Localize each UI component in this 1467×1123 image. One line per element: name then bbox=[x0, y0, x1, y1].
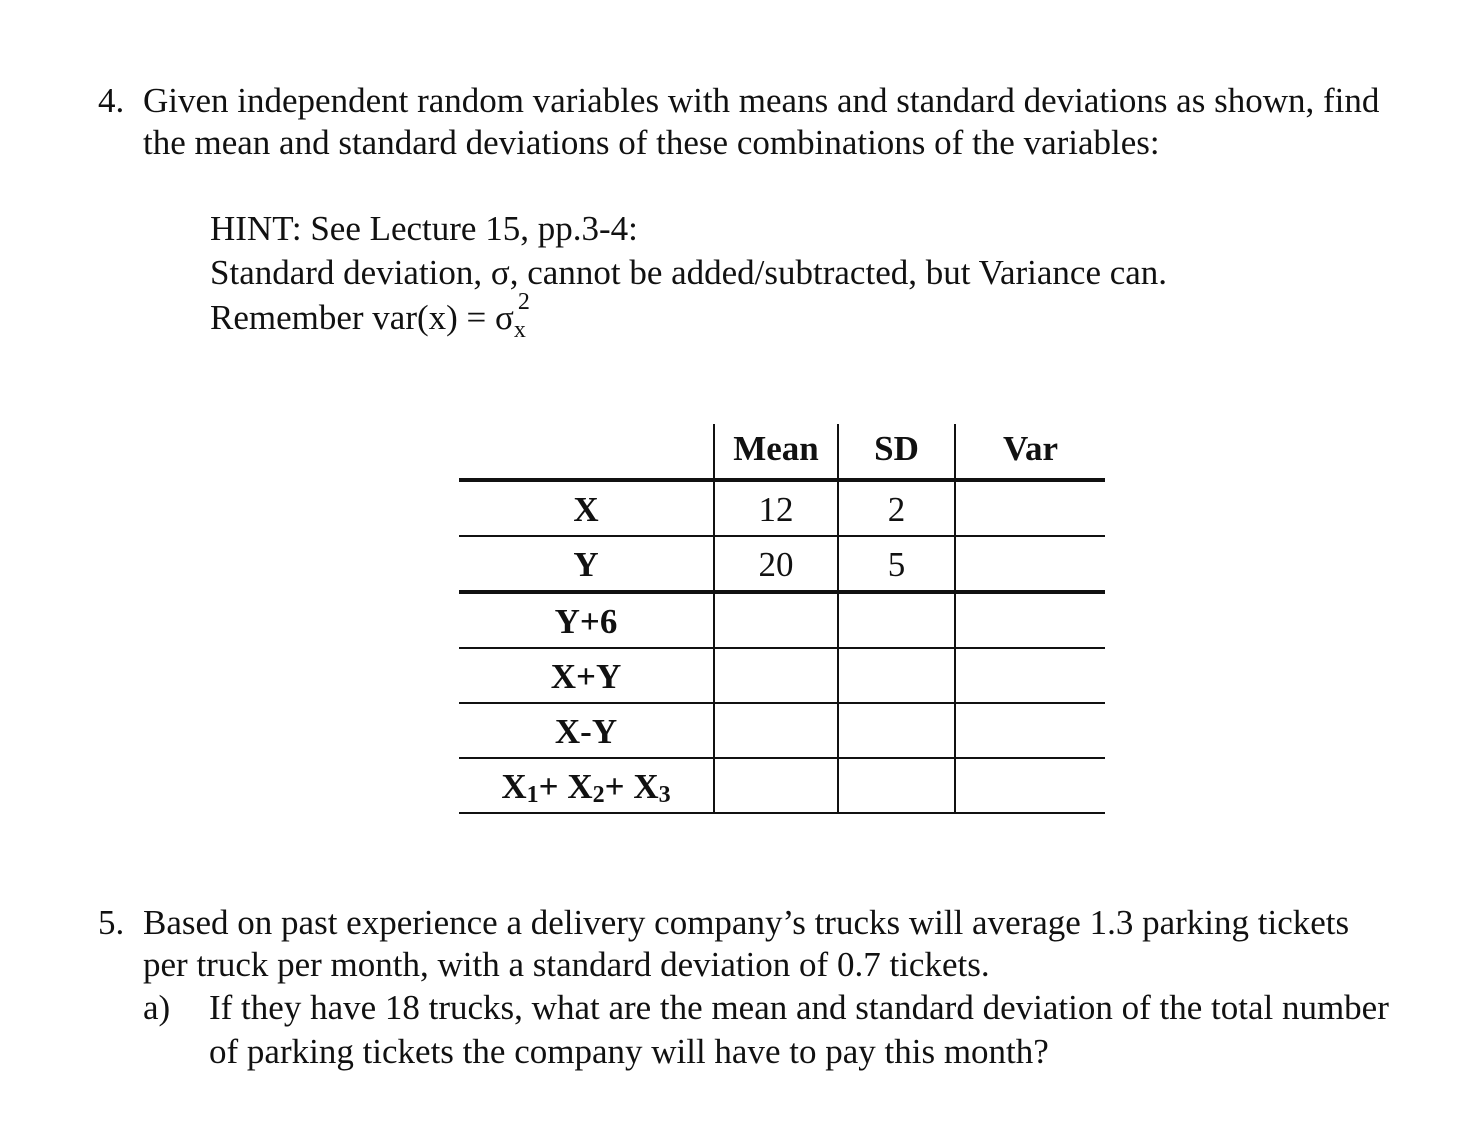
row-label-x-minus-y: X-Y bbox=[554, 712, 618, 751]
row-label-y-plus-6: Y+6 bbox=[554, 602, 618, 641]
row-label-y: Y bbox=[573, 545, 599, 584]
row-label-sum-x1-x2-x3 bbox=[459, 759, 713, 819]
q5a-text-line2: of parking tickets the company will have to pay this month? bbox=[209, 1032, 1049, 1071]
sum-x3-base: + X bbox=[604, 767, 659, 806]
cell-y-sd: 5 bbox=[887, 545, 906, 584]
row-label-x-plus-y: X+Y bbox=[550, 657, 622, 696]
sum-x1-base: X bbox=[501, 767, 527, 806]
cell-x-sd: 2 bbox=[887, 490, 906, 529]
hint-line3-text: Remember var(x) = σ bbox=[210, 298, 514, 337]
sum-x3-subscript: 3 bbox=[658, 782, 671, 808]
cell-y-mean: 20 bbox=[758, 545, 794, 584]
q5a-label: a) bbox=[143, 988, 171, 1027]
sum-x2-subscript: 2 bbox=[592, 782, 605, 808]
hint-sigma-superscript: 2 bbox=[517, 289, 530, 315]
header-var: Var bbox=[1002, 429, 1059, 468]
header-mean: Mean bbox=[733, 429, 819, 468]
hint-sigma-subscript: x bbox=[513, 317, 526, 343]
sum-x2-base: + X bbox=[538, 767, 593, 806]
q5-number: 5. bbox=[98, 903, 125, 942]
hint-line3 bbox=[210, 289, 538, 343]
q5-text-line1: Based on past experience a delivery company’s trucks will average 1.3 parking tickets bbox=[143, 903, 1350, 942]
q4-number: 4. bbox=[98, 81, 125, 120]
q5a-text-line1: If they have 18 trucks, what are the mean and standard deviation of the total number bbox=[209, 988, 1389, 1027]
row-label-x: X bbox=[573, 490, 599, 529]
q4-text-line1: Given independent random variables with means and standard deviations as shown, find bbox=[143, 81, 1380, 120]
table-divider-sd bbox=[954, 424, 956, 814]
hint-line1: HINT: See Lecture 15, pp.3-4: bbox=[210, 209, 638, 248]
q5-text-line2: per truck per month, with a standard deviation of 0.7 tickets. bbox=[143, 945, 990, 984]
cell-x-mean: 12 bbox=[758, 490, 794, 529]
q4-text-line2: the mean and standard deviations of these combinations of the variables: bbox=[143, 123, 1160, 162]
sum-x1-subscript: 1 bbox=[526, 782, 539, 808]
header-sd: SD bbox=[874, 429, 919, 468]
statistics-table bbox=[459, 424, 1105, 814]
hint-line2: Standard deviation, σ, cannot be added/subtracted, but Variance can. bbox=[210, 253, 1168, 292]
